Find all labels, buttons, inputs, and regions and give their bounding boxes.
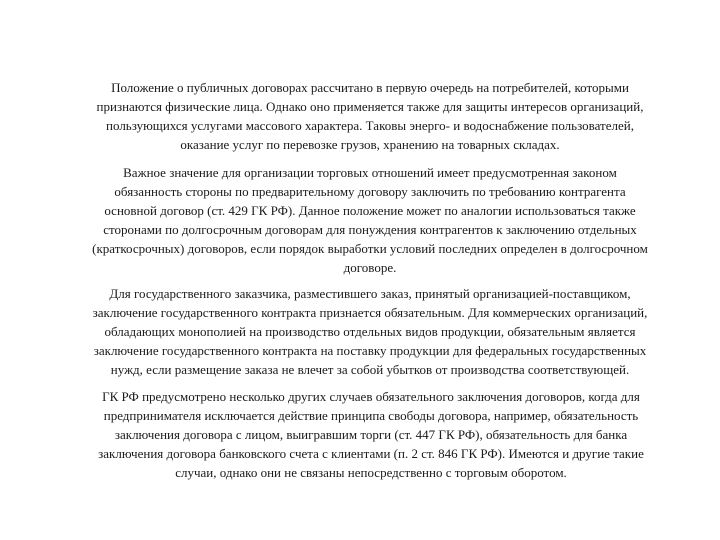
text-line: Положение о публичных договорах рассчитано в первую очередь на потребителей, которыми [111,80,629,95]
text-line: признаются физические лица. Однако оно применяется также для защиты интересов организаций, [96,99,644,114]
text-line: оказание услуг по перевозке грузов, хранению на товарных складах. [180,137,560,152]
text-line: ГК РФ предусмотрено несколько других случаев обязательного заключения договоров, когда для [102,389,640,404]
paragraph-public-contracts [60,78,680,154]
text-line: заключение государственного контракта признается обязательным. Для коммерческих организаций, [92,305,648,320]
text-line: договоре. [343,260,397,275]
text-line: сторонами по долгосрочным договорам для понуждения контрагентов к заключению отдельных [103,222,637,237]
text-line: обязанность стороны по предварительному договору заключить по требованию контрагента [114,184,626,199]
text-line: предпринимателя исключается действие принципа свободы договора, например, обязательность [103,408,639,423]
text-line: пользующихся услугами массового характера. Таковы энерго- и водоснабжение пользователей, [106,118,634,133]
text-line: основной договор (ст. 429 ГК РФ). Данное положение может по аналогии использоваться также [104,203,636,218]
text-line: Для государственного заказчика, разместившего заказ, принятый организацией-поставщиком, [109,286,631,301]
paragraph-preliminary-contract [60,163,680,277]
text-line: заключения договора банковского счета с клиентами (п. 2 ст. 846 ГК РФ). Имеются и другие такие [98,446,644,461]
text-line: Важное значение для организации торговых отношений имеет предусмотренная законом [123,165,617,180]
text-line: случаи, однако они не связаны непосредственно с торговым оборотом. [175,465,567,480]
paragraph-other-cases [62,387,680,482]
text-line: заключения договора с лицом, выигравшим торги (ст. 447 ГК РФ), обязательность для банка [114,427,628,442]
text-line: нужд, если размещение заказа не влечет за собой убытков от производства соответствующей. [110,362,630,377]
text-line: обладающих монополией на производство отдельных видов продукции, обязательным является [104,324,636,339]
paragraph-state-contract [60,284,680,379]
text-line: (краткосрочных) договоров, если порядок выработки условий последних определен в долгосрочном [92,241,648,256]
text-line: заключение государственного контракта на поставку продукции для федеральных государственных [93,343,647,358]
